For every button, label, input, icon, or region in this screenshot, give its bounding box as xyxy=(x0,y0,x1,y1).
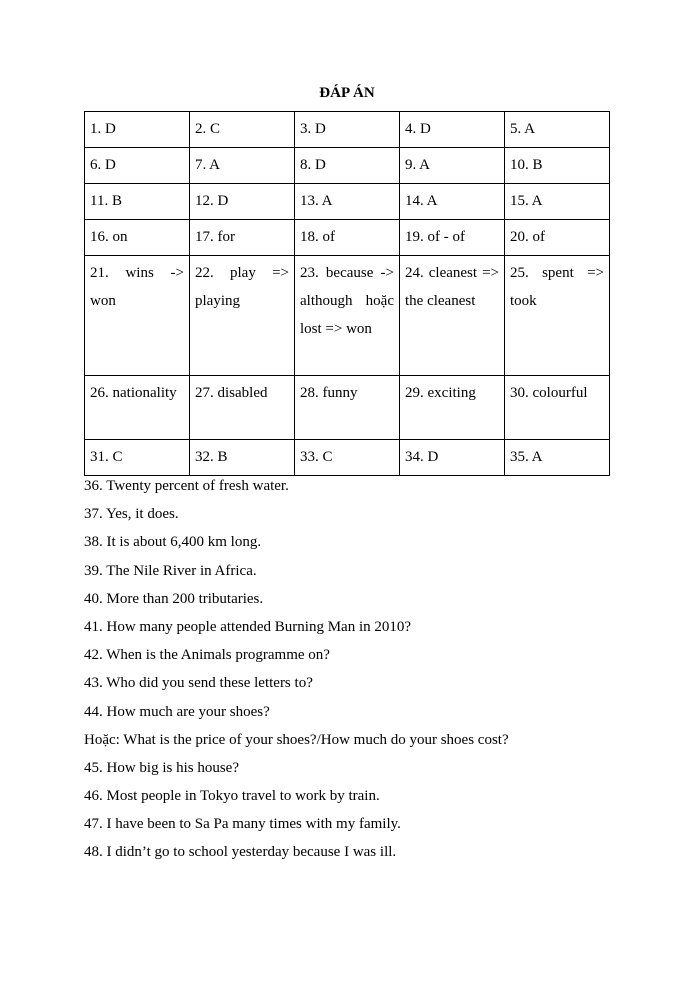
table-cell: 33. C xyxy=(295,440,400,476)
table-cell: 3. D xyxy=(295,112,400,148)
table-row xyxy=(85,148,610,184)
table-cell: 18. of xyxy=(295,220,400,256)
table-cell: 7. A xyxy=(190,148,295,184)
table-row xyxy=(85,220,610,256)
table-cell: 27. disabled xyxy=(190,376,295,440)
list-item: 36. Twenty percent of fresh water. xyxy=(84,478,289,494)
table-cell: 2. C xyxy=(190,112,295,148)
table-cell: 25. spent => took xyxy=(505,256,610,376)
table-cell: 32. B xyxy=(190,440,295,476)
list-item: 43. Who did you send these letters to? xyxy=(84,675,313,692)
table-cell: 34. D xyxy=(400,440,505,476)
table-row xyxy=(85,440,610,476)
table-cell: 31. C xyxy=(85,440,190,476)
table-cell: 24. cleanest => the cleanest xyxy=(400,256,505,376)
table-cell: 35. A xyxy=(505,440,610,476)
table-cell: 19. of - of xyxy=(400,220,505,256)
table-cell: 21. wins -> won xyxy=(85,256,190,376)
table-cell: 4. D xyxy=(400,112,505,148)
table-cell: 5. A xyxy=(505,112,610,148)
table-cell: 13. A xyxy=(295,184,400,220)
table-row xyxy=(85,256,610,376)
list-item: 42. When is the Animals programme on? xyxy=(84,647,330,664)
page-title: ĐÁP ÁN xyxy=(319,85,375,101)
table-cell: 28. funny xyxy=(295,376,400,440)
table-cell: 26. nationality xyxy=(85,376,190,440)
table-row xyxy=(85,184,610,220)
table-cell: 20. of xyxy=(505,220,610,256)
table-cell: 23. because -> although hoặc lost => won xyxy=(295,256,400,376)
list-item: 46. Most people in Tokyo travel to work by train. xyxy=(84,788,380,805)
table-cell: 22. play => playing xyxy=(190,256,295,376)
table-cell: 30. colourful xyxy=(505,376,610,440)
table-cell: 10. B xyxy=(505,148,610,184)
list-item: 37. Yes, it does. xyxy=(84,506,179,523)
table-cell: 16. on xyxy=(85,220,190,256)
list-item: 41. How many people attended Burning Man in 2010? xyxy=(84,618,412,635)
table-cell: 17. for xyxy=(190,220,295,256)
table-cell: 6. D xyxy=(85,148,190,184)
table-cell: 29. exciting xyxy=(400,376,505,440)
table-cell: 11. B xyxy=(85,184,190,220)
list-item: 47. I have been to Sa Pa many times with my family. xyxy=(84,816,401,833)
answer-list xyxy=(84,472,624,867)
list-item: 45. How big is his house? xyxy=(84,759,239,776)
table-cell: 14. A xyxy=(400,184,505,220)
table-cell: 12. D xyxy=(190,184,295,220)
table-cell: 15. A xyxy=(505,184,610,220)
list-item: 39. The Nile River in Africa. xyxy=(84,562,257,579)
list-item: Hoặc: What is the price of your shoes?/How much do your shoes cost? xyxy=(84,731,509,748)
list-item: 38. It is about 6,400 km long. xyxy=(84,534,262,551)
table-row xyxy=(85,112,610,148)
list-item: 44. How much are your shoes? xyxy=(84,703,270,720)
list-item: 40. More than 200 tributaries. xyxy=(84,590,264,607)
list-item: 48. I didn’t go to school yesterday because I was ill. xyxy=(84,844,397,861)
table-row xyxy=(85,376,610,440)
table-cell: 8. D xyxy=(295,148,400,184)
table-cell: 9. A xyxy=(400,148,505,184)
table-cell: 1. D xyxy=(85,112,190,148)
answer-table xyxy=(84,111,610,476)
